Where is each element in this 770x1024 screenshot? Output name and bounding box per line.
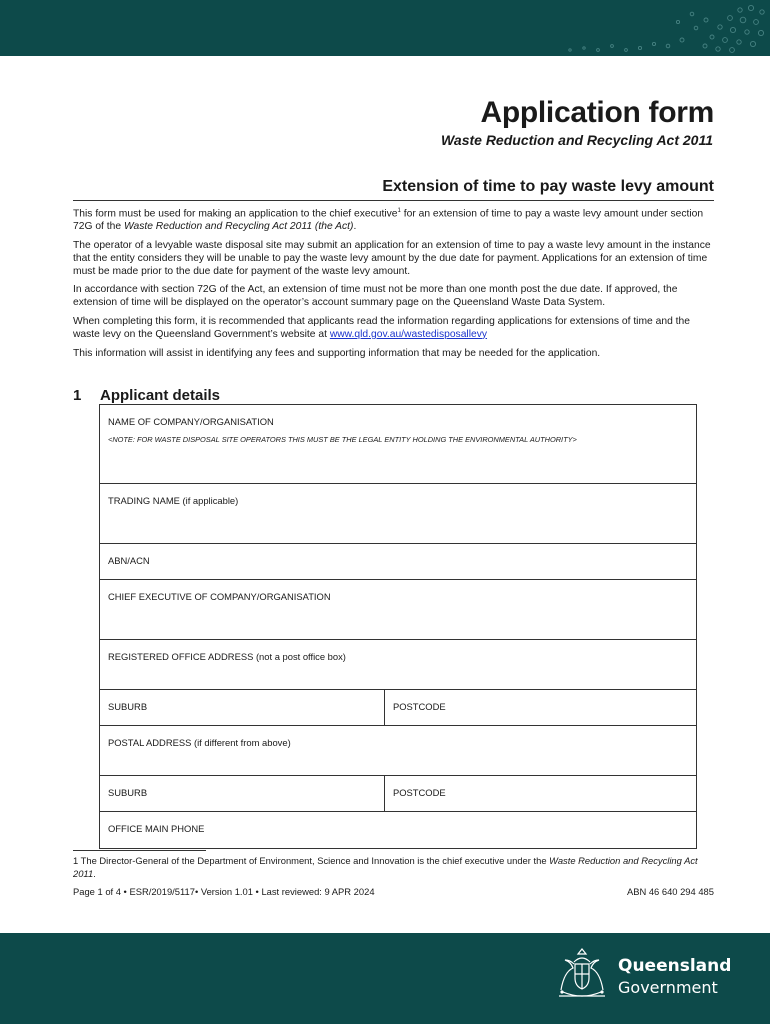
intro-paragraph-3: In accordance with section 72G of the Act, an extension of time must not be more than one month post the due date. If approved, the extension of time will be displayed on the operator’s account summary page on the Queensland Waste Data System. [73, 284, 678, 309]
applicant-details-table [99, 404, 697, 849]
intro-p4-text: When completing this form, it is recommended that applicants read the information regarding applications for extensions of time and the waste levy on the Queensland Government’s website at [73, 316, 690, 340]
company-name-note: <NOTE: FOR WASTE DISPOSAL SITE OPERATORS THIS MUST BE THE LEGAL ENTITY HOLDING THE ENVIRONMENTAL AUTHORITY> [108, 435, 577, 444]
page-footer-info: Page 1 of 4 • ESR/2019/5117• Version 1.01 • Last reviewed: 9 APR 2024 [73, 886, 375, 897]
queensland-government-wordmark [618, 956, 731, 998]
postcode-label-2: POSTCODE [393, 787, 446, 798]
row-abn-acn [100, 544, 696, 580]
abn-acn-label: ABN/ACN [108, 555, 150, 566]
company-name-label: NAME OF COMPANY/ORGANISATION [108, 416, 274, 427]
trading-name-label: TRADING NAME (if applicable) [108, 495, 239, 506]
chief-executive-label: CHIEF EXECUTIVE OF COMPANY/ORGANISATION [108, 591, 331, 602]
intro-paragraph-2: The operator of a levyable waste disposal site may submit an application for an extension of time to pay a waste levy amount in the instance that the entity considers they will be unable to pay the waste levy amount by the due date for payment. Applications for an extension of time must be made prior to the due date for payment of the waste levy amount. [73, 240, 711, 277]
row-suburb-postcode-1 [100, 690, 696, 726]
row-postal-address [100, 726, 696, 776]
act-subtitle: Waste Reduction and Recycling Act 2011 [440, 132, 713, 148]
footnote-divider [73, 850, 206, 851]
suburb-label-2: SUBURB [108, 787, 148, 798]
postcode-label-1: POSTCODE [393, 701, 446, 712]
registered-address-field[interactable] [100, 640, 696, 689]
abn-footer: ABN 46 640 294 485 [626, 886, 714, 897]
registered-address-label: REGISTERED OFFICE ADDRESS (not a post office box) [108, 651, 346, 662]
row-trading-name [100, 484, 696, 544]
company-name-field[interactable] [100, 405, 696, 483]
suburb-field-2[interactable] [100, 776, 384, 811]
chief-executive-field[interactable] [100, 580, 696, 639]
abn-acn-field[interactable] [100, 544, 696, 579]
section-title-applicant-details: Applicant details [100, 387, 221, 404]
trading-name-field[interactable] [100, 484, 696, 543]
intro-p1-end: . [353, 221, 357, 233]
footnote-end: . [93, 867, 96, 879]
postal-address-label: POSTAL ADDRESS (if different from above) [108, 737, 291, 748]
row-company-name [100, 405, 696, 484]
postal-address-field[interactable] [100, 726, 696, 775]
postcode-field-2[interactable] [384, 776, 696, 811]
waste-levy-website-link[interactable]: www.qld.gov.au/wastedisposallevy [329, 328, 488, 340]
intro-paragraph-4 [73, 316, 718, 342]
intro-paragraph-5: This information will assist in identifying any fees and supporting information that may be needed for the application. [73, 347, 601, 359]
row-chief-executive [100, 580, 696, 640]
footnote-ref[interactable]: 1 [397, 208, 401, 214]
wordmark-line-1: Queensland [618, 956, 732, 976]
act-reference: Waste Reduction and Recycling Act 2011 (the Act) [123, 221, 354, 233]
form-purpose-heading: Extension of time to pay waste levy amount [73, 178, 714, 201]
intro-paragraph-1 [73, 205, 718, 234]
section-number: 1 [73, 387, 82, 404]
header-band [0, 0, 770, 56]
decorative-dots-pattern [450, 0, 770, 56]
row-office-phone [100, 812, 696, 849]
intro-text [73, 205, 718, 366]
form-title: Application form [480, 96, 714, 129]
footnote [73, 855, 713, 880]
suburb-field-1[interactable] [100, 690, 384, 725]
footnote-act: Waste Reduction and Recycling Act 2011 [73, 855, 698, 879]
row-suburb-postcode-2 [100, 776, 696, 812]
row-registered-address [100, 640, 696, 690]
office-phone-label: OFFICE MAIN PHONE [108, 823, 205, 834]
wordmark-line-2: Government [618, 978, 718, 997]
footnote-text: 1 The Director-General of the Department of Environment, Science and Innovation is the chief executive under the [73, 855, 550, 866]
intro-p1-text: This form must be used for making an application to the chief executive [73, 208, 398, 220]
queensland-coat-of-arms-icon [553, 944, 611, 1002]
postcode-field-1[interactable] [384, 690, 696, 725]
intro-p1-text-cont: for an extension of time to pay a waste levy amount under section 72G of the [73, 208, 704, 233]
office-phone-field[interactable] [100, 812, 696, 848]
suburb-label-1: SUBURB [108, 701, 148, 712]
